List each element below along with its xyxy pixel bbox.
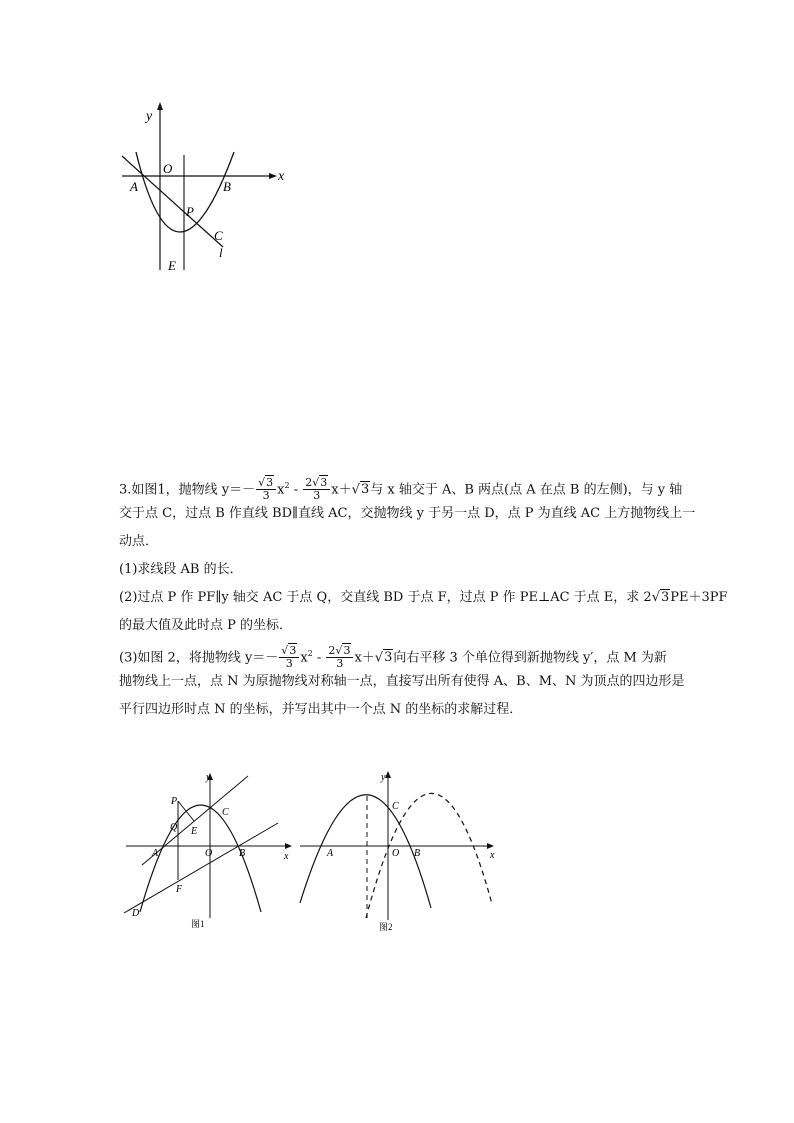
problem-line-3: 动点． bbox=[119, 534, 159, 549]
fraction-sqrt3-over-3: $\frac{√3}{3}$ bbox=[256, 477, 276, 502]
label-B: B bbox=[223, 179, 231, 194]
problem-line-2: 交于点 C，过点 B 作直线 BD∥直线 AC，交抛物线 y 于另一点 D，点 P 为直线 AC 上方抛物线上一 bbox=[119, 506, 696, 521]
fig2-original-parabola bbox=[300, 795, 431, 908]
question-3: (3)如图 2，将抛物线 y＝－ $\frac{√3}{3}$ $x^2$ - $\frac{2√3}{3}$ x＋√3向右平移 3 个单位得到新抛物线 y′，点 M 为新 bbox=[119, 644, 667, 671]
label-y: y bbox=[146, 109, 153, 124]
y-arrow bbox=[157, 102, 163, 110]
fig1-label-F: F bbox=[176, 884, 183, 895]
line-l bbox=[122, 156, 223, 247]
fig1-label-A: A bbox=[152, 848, 159, 859]
fig1-label-Q: Q bbox=[170, 822, 178, 833]
fig2-label-x: x bbox=[490, 850, 495, 861]
fig1-label-B: B bbox=[239, 848, 246, 859]
label-x: x bbox=[278, 169, 285, 184]
fig1-segment-PE bbox=[178, 801, 194, 821]
fraction-2sqrt3-over-3-b: $\frac{2√3}{3}$ bbox=[326, 645, 353, 670]
fig2-label-A: A bbox=[327, 848, 334, 859]
parabola bbox=[136, 152, 234, 232]
top-figure bbox=[110, 100, 300, 275]
problem-number: 3. bbox=[119, 482, 132, 498]
label-A: A bbox=[130, 179, 138, 194]
fig1-label-C: C bbox=[222, 807, 229, 818]
fig1-label-P: P bbox=[171, 796, 178, 807]
question-2-line-2: 的最大值及此时点 P 的坐标． bbox=[119, 618, 293, 633]
fig1-line-BD bbox=[124, 823, 278, 913]
fig1-label-O: O bbox=[205, 848, 213, 859]
problem-3 bbox=[119, 472, 728, 724]
fraction-2sqrt3-over-3: $\frac{2√3}{3}$ bbox=[303, 477, 330, 502]
figure-1 bbox=[118, 768, 298, 933]
problem-intro: 如图1，抛物线 y＝－ bbox=[131, 482, 256, 498]
fig2-label-B: B bbox=[414, 848, 421, 859]
label-l: l bbox=[219, 245, 223, 260]
fig1-label-y: y bbox=[206, 772, 211, 783]
fig2-label-C: C bbox=[392, 801, 399, 812]
x-arrow bbox=[269, 173, 277, 179]
figure-2 bbox=[298, 768, 503, 935]
question-3-line-2: 抛物线上一点，点 N 为原抛物线对称轴一点，直接写出所有使得 A、B、M、N 为顶点的四边形是 bbox=[119, 674, 685, 689]
label-O: O bbox=[163, 161, 173, 176]
fig2-caption: 图2 bbox=[379, 922, 393, 932]
fig1-label-D: D bbox=[132, 908, 140, 919]
label-E: E bbox=[168, 258, 176, 273]
fig2-label-O: O bbox=[392, 848, 400, 859]
fig1-label-E: E bbox=[191, 826, 198, 837]
question-2: (2)过点 P 作 PF∥y 轴交 AC 于点 Q，交直线 BD 于点 F，过点 P 作 PE⊥AC 于点 E，求 2√3PE＋3PF bbox=[119, 590, 728, 605]
question-3-line-3: 平行四边形时点 N 的坐标，并写出其中一个点 N 的坐标的求解过程． bbox=[119, 702, 523, 717]
question-1: (1)求线段 AB 的长． bbox=[119, 562, 243, 577]
fig1-label-x: x bbox=[284, 851, 289, 862]
fig2-label-y: y bbox=[381, 772, 386, 783]
fraction-sqrt3-over-3-b: $\frac{√3}{3}$ bbox=[279, 645, 299, 670]
label-C: C bbox=[214, 228, 223, 243]
label-P: P bbox=[186, 204, 194, 219]
problem-line-1: 3.如图1，抛物线 y＝－ $\frac{√3}{3}$ $x^2$ - $\frac{2√3}{3}$ x＋√3与 x 轴交于 A、B 两点(点 A 在点 B 的左侧)，与 y 轴 bbox=[119, 476, 683, 503]
fig1-caption: 图1 bbox=[191, 919, 205, 929]
